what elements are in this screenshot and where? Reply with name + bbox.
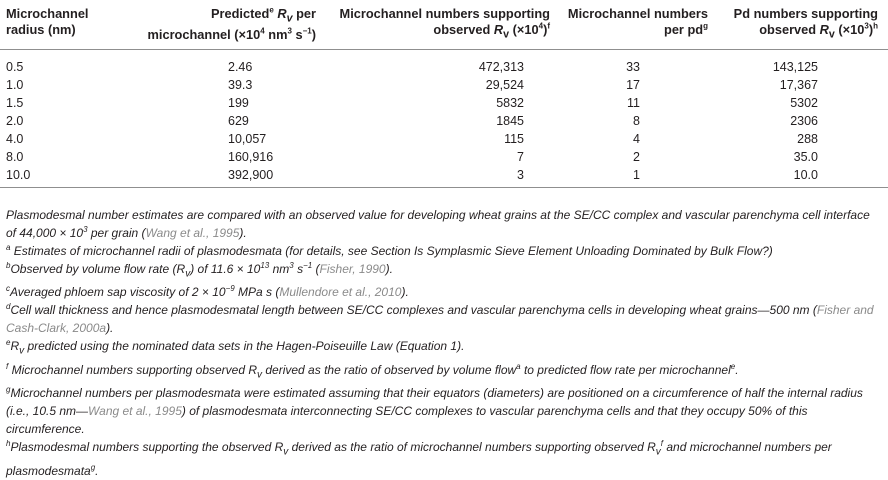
- header-row: [0, 0, 888, 49]
- citation-link[interactable]: Wang et al., 1995: [145, 226, 240, 240]
- header-pd-numbers: Pd numbers supporting observed $R_v$ $(\times 10^3)^h$: [716, 0, 888, 49]
- cell-micro-numbers: 5832: [496, 95, 524, 110]
- cell-radius: 1.0: [6, 77, 24, 92]
- header-radius: Microchannel radius (nm): [0, 0, 126, 49]
- cell-predicted: 392,900: [228, 167, 274, 182]
- cell-per-pd: 2: [633, 149, 640, 164]
- table-footnotes: [6, 206, 882, 480]
- microchannel-table: [0, 0, 888, 188]
- cell-radius: 1.5: [6, 95, 24, 110]
- header-numbers-per-pd: Microchannel numbers per $pd^g$: [556, 0, 716, 49]
- table-row: [0, 112, 888, 130]
- cell-micro-numbers: 1845: [496, 113, 524, 128]
- footnote-c: $^c$Averaged phloem sap viscosity of $2 \times 10^{-9}$ MPa s (Mullendore et al., 2010).: [6, 284, 409, 300]
- citation-link[interactable]: Fisher, 1990: [319, 262, 386, 276]
- cell-per-pd: 4: [633, 131, 640, 146]
- cell-pd-numbers: 17,367: [779, 77, 818, 92]
- cell-micro-numbers: 29,524: [485, 77, 524, 92]
- header-predicted-rv: Predicted$^e$ $R_v$ per microchannel ($\times 10^4$ $nm^3$ $s^{-1}$): [126, 0, 320, 49]
- cell-predicted: 39.3: [228, 77, 253, 92]
- table-row: [0, 148, 888, 166]
- cell-predicted: 160,916: [228, 149, 274, 164]
- cell-pd-numbers: 2306: [790, 113, 818, 128]
- cell-radius: 0.5: [6, 59, 24, 74]
- cell-micro-numbers: 7: [517, 149, 524, 164]
- cell-predicted: 629: [228, 113, 249, 128]
- cell-per-pd: 33: [626, 59, 640, 74]
- table-row: [0, 94, 888, 112]
- table-row: [0, 166, 888, 188]
- cell-per-pd: 8: [633, 113, 640, 128]
- cell-pd-numbers: 35.0: [793, 149, 818, 164]
- cell-pd-numbers: 288: [797, 131, 818, 146]
- footnote-intro: Plasmodesmal number estimates are compared with an observed value for developing wheat grains at the SE/CC complex and vascular parenchyma cell interface of $44,000 \times 10^3$ per grain (Wang et al., 1995).: [6, 208, 870, 240]
- table-row: [0, 76, 888, 94]
- footnote-b: $^b$Observed by volume flow rate $(R_v)$ of $11.6 \times 10^{13}$ $nm^3$ $s^{-1}$ (Fisher, 1990).: [6, 261, 393, 280]
- cell-predicted: 2.46: [228, 59, 253, 74]
- cell-per-pd: 11: [627, 95, 640, 110]
- cell-micro-numbers: 472,313: [478, 59, 524, 74]
- footnote-e: $^eR_v$ predicted using the nominated data sets in the Hagen-Poiseuille Law (Equation 1).: [6, 338, 465, 357]
- cell-radius: 10.0: [6, 167, 31, 182]
- footnote-d: $^d$Cell wall thickness and hence plasmodesmatal length between SE/CC complexes and vascular parenchyma cells in developing wheat grains—500 nm (Fisher and Cash-Clark, 2000a).: [6, 302, 874, 336]
- footnote-g: $^g$Microchannel numbers per plasmodesmata were estimated assuming that their equators (diameters) are positioned on a circumference of half the internal radius (i.e., 10.5 nm—Wang et al., 1995) of plasmodesmata interconnecting SE/CC complexes to vascular parenchyma cells and that they occupy 50% of this circumference.: [6, 385, 863, 437]
- cell-micro-numbers: 115: [504, 131, 524, 146]
- cell-pd-numbers: 5302: [790, 95, 818, 110]
- footnote-h: $^h$Plasmodesmal numbers supporting the observed $R_v$ derived as the ratio of microchannel numbers supporting observed $R_v^f$ and microchannel numbers per plasmodesmata$^g$.: [6, 439, 832, 478]
- table-row: [0, 130, 888, 148]
- cell-pd-numbers: 143,125: [772, 59, 818, 74]
- cell-micro-numbers: 3: [517, 167, 524, 182]
- cell-per-pd: 17: [626, 77, 640, 92]
- cell-predicted: 199: [228, 95, 249, 110]
- citation-link[interactable]: Fisher and Cash-Clark, 2000a: [6, 303, 874, 336]
- footnote-a: $^a$ Estimates of microchannel radii of plasmodesmata (for details, see Section Is Symplasmic Sieve Element Unloading Dominated by Bulk Flow?): [6, 243, 773, 258]
- citation-link[interactable]: Wang et al., 1995: [88, 404, 182, 419]
- cell-radius: 2.0: [6, 113, 24, 128]
- cell-radius: 8.0: [6, 149, 24, 164]
- cell-per-pd: 1: [633, 167, 640, 182]
- cell-predicted: 10,057: [228, 131, 267, 146]
- header-microchannel-numbers: Microchannel numbers supporting observed $R_v$ $(\times 10^4)^f$: [320, 0, 556, 49]
- citation-link[interactable]: Mullendore et al., 2010: [279, 285, 402, 300]
- cell-radius: 4.0: [6, 131, 24, 146]
- cell-pd-numbers: 10.0: [793, 167, 818, 182]
- table-row: [0, 49, 888, 76]
- footnote-f: $^f$ Microchannel numbers supporting observed $R_v$ derived as the ratio of observed by volume flow$^a$ to predicted flow rate per microchannel$^e$.: [6, 361, 739, 381]
